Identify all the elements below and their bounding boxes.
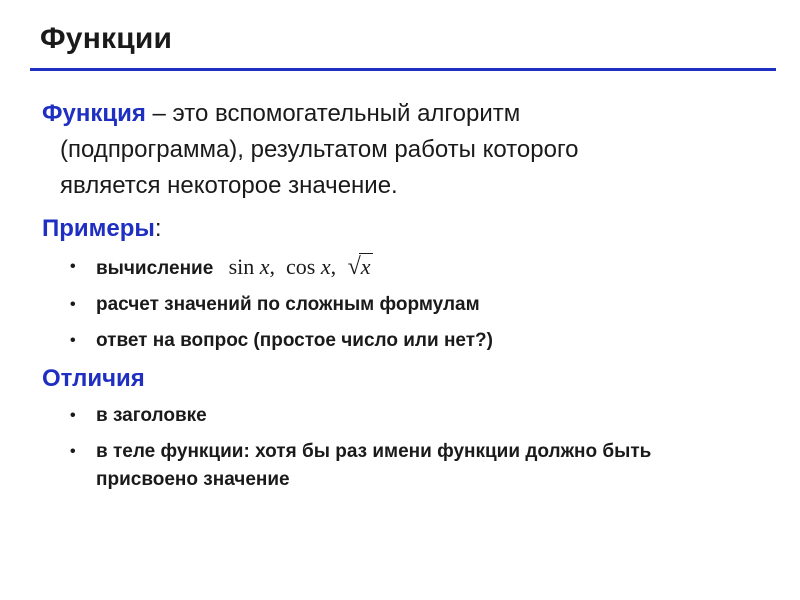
list-item xyxy=(70,402,750,430)
math-sqrt-arg: x xyxy=(360,254,371,279)
math-sep2: , xyxy=(330,254,337,279)
differences-heading: Отличия xyxy=(42,365,145,392)
bullet-icon: • xyxy=(70,258,76,275)
page-title: Функции xyxy=(40,22,173,55)
differences-list xyxy=(70,402,750,502)
list-item xyxy=(70,253,493,283)
math-cos-arg: x xyxy=(320,254,331,279)
list-item-label: вычисление xyxy=(96,258,214,279)
math-cos-fn: cos xyxy=(286,254,316,279)
math-sep1: , xyxy=(269,254,276,279)
examples-heading-label: Примеры xyxy=(42,215,155,242)
definition-text-line1: – это вспомогательный алгоритм xyxy=(145,100,521,127)
list-item xyxy=(70,438,750,494)
examples-heading-colon: : xyxy=(154,215,162,242)
list-item-label: в теле функции: хотя бы раз имени функции должно быть присвоено значение xyxy=(96,441,652,490)
examples-heading xyxy=(42,215,162,243)
definition-text-line3: является некоторое значение. xyxy=(60,172,398,199)
examples-list xyxy=(70,253,493,363)
sqrt-expression xyxy=(348,253,373,281)
sqrt-icon: √ xyxy=(347,254,361,280)
list-item xyxy=(70,327,493,355)
bullet-icon: • xyxy=(70,407,76,424)
list-item-label: ответ на вопрос (простое число или нет?) xyxy=(96,330,493,351)
math-sin-arg: x xyxy=(259,254,270,279)
bullet-icon: • xyxy=(70,296,76,313)
math-formula xyxy=(229,254,373,279)
definition-text-line2: (подпрограмма), результатом работы которого xyxy=(60,136,579,163)
bullet-icon: • xyxy=(70,443,76,460)
list-item xyxy=(70,291,493,319)
title-underline xyxy=(30,68,776,71)
bullet-icon: • xyxy=(70,332,76,349)
math-sin-fn: sin xyxy=(228,254,255,279)
definition-term: Функция xyxy=(42,100,146,127)
definition-paragraph xyxy=(42,96,756,204)
list-item-label: в заголовке xyxy=(96,405,207,426)
list-item-label: расчет значений по сложным формулам xyxy=(96,294,480,315)
